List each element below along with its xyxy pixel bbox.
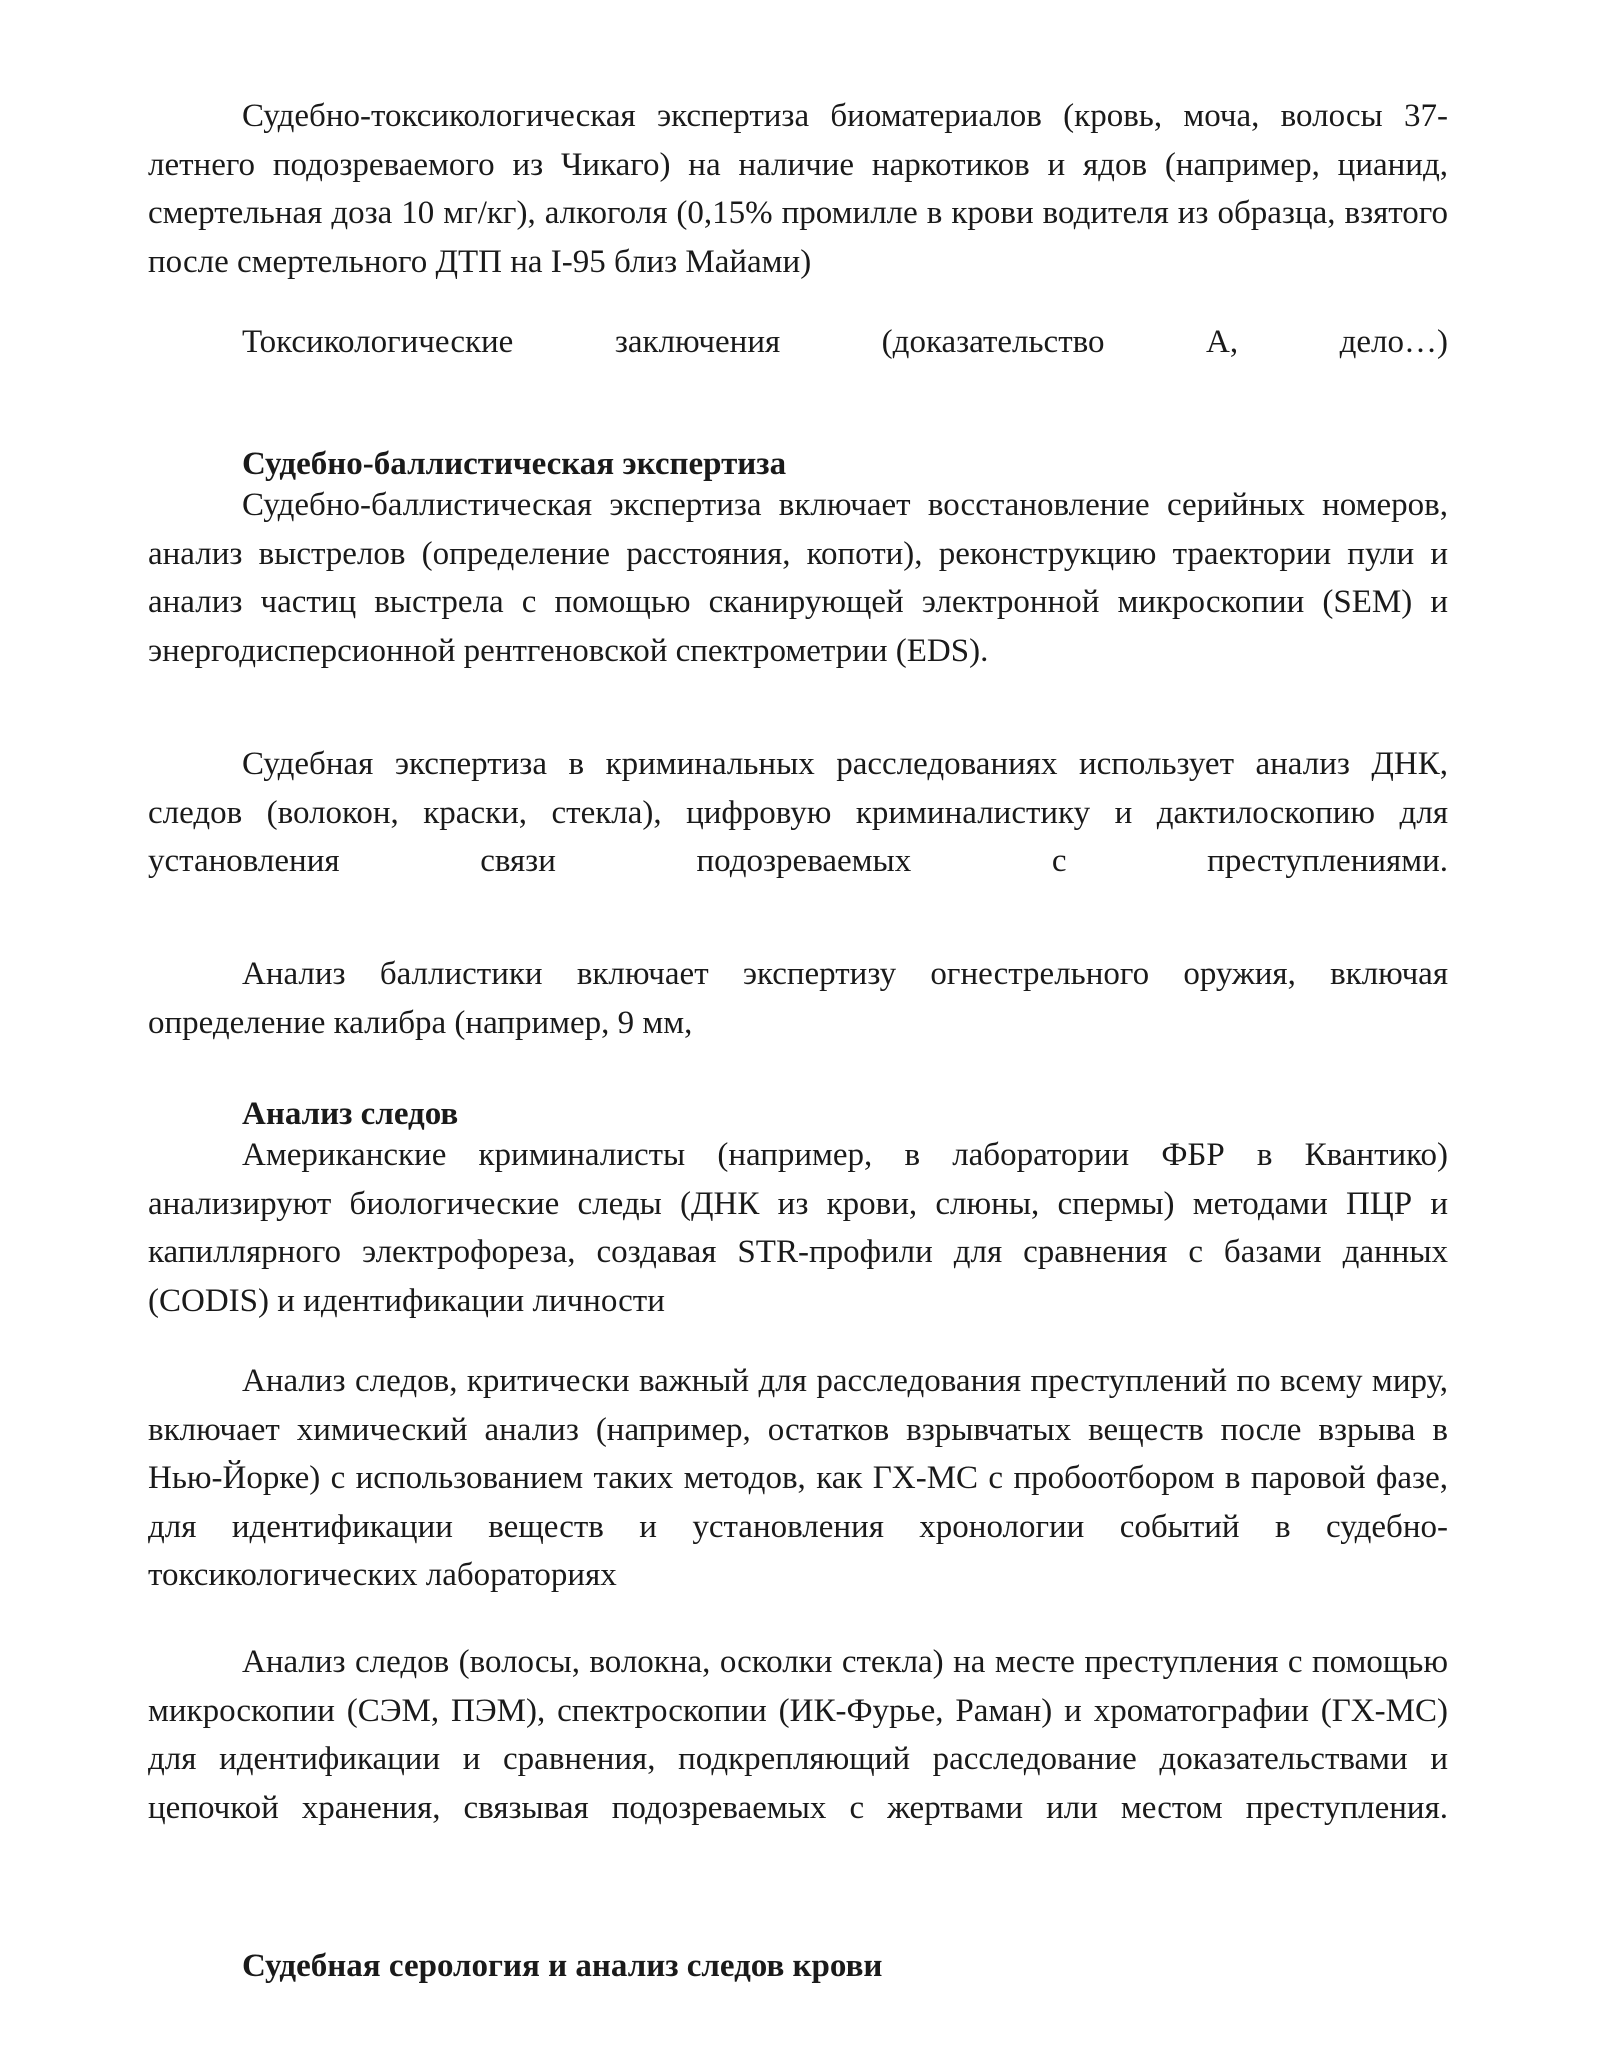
heading-trace-analysis: Анализ следов [242, 1096, 459, 1132]
heading-serology-bloodstain: Судебная серология и анализ следов крови [242, 1948, 883, 1984]
paragraph-chemical-trace-analysis: Анализ следов, критически важный для расследования преступлений по всему миру, включает химический анализ (например, остатков взрывчатых веществ после взрыва в Нью-Йорке) с использованием таких методов, как ГХ-МС с пробоотбором в паровой фазе, для идентификации веществ и установления хронологии событий в судебно-токсикологических лабораториях [148, 1363, 1448, 1593]
paragraph-ballistics-description: Судебно-баллистическая экспертиза включает восстановление серийных номеров, анализ выстрелов (определение расстояния, копоти), реконструкцию траектории пули и анализ частиц выстрела с помощью сканирующей электронной микроскопии (SEM) и энергодисперсионной рентгеновской спектрометрии (EDS). [148, 487, 1448, 669]
paragraph-toxicology-conclusions: Токсикологические заключения (доказательство А, дело…) [242, 324, 1448, 360]
paragraph-crime-scene-trace-analysis: Анализ следов (волосы, волокна, осколки стекла) на месте преступления с помощью микроскопии (СЭМ, ПЭМ), спектроскопии (ИК-Фурье, Раман) и хроматографии (ГХ-МС) для идентификации и сравнения, подкрепляющий расследование доказательствами и цепочкой хранения, связывая подозреваемых с жертвами или местом преступления. [148, 1644, 1448, 1826]
heading-ballistics: Судебно-баллистическая экспертиза [242, 446, 787, 482]
paragraph-toxicology-examination: Судебно-токсикологическая экспертиза биоматериалов (кровь, моча, волосы 37-летнего подозреваемого из Чикаго) на наличие наркотиков и ядов (например, цианид, смертельная доза 10 мг/кг), алкоголя (0,15% промилле в крови водителя из образца, взятого после смертельного ДТП на I-95 близ Майами) [148, 98, 1448, 280]
paragraph-ballistics-analysis: Анализ баллистики включает экспертизу огнестрельного оружия, включая определение калибра (например, 9 мм, [148, 956, 1448, 1041]
paragraph-american-forensics: Американские криминалисты (например, в лаборатории ФБР в Квантико) анализируют биологические следы (ДНК из крови, слюны, спермы) методами ПЦР и капиллярного электрофореза, создавая STR-профили для сравнения с базами данных (CODIS) и идентификации личности [148, 1137, 1448, 1319]
paragraph-criminal-investigation: Судебная экспертиза в криминальных расследованиях использует анализ ДНК, следов (волокон, краски, стекла), цифровую криминалистику и дактилоскопию для установления связи подозреваемых с преступлениями. [148, 746, 1448, 879]
